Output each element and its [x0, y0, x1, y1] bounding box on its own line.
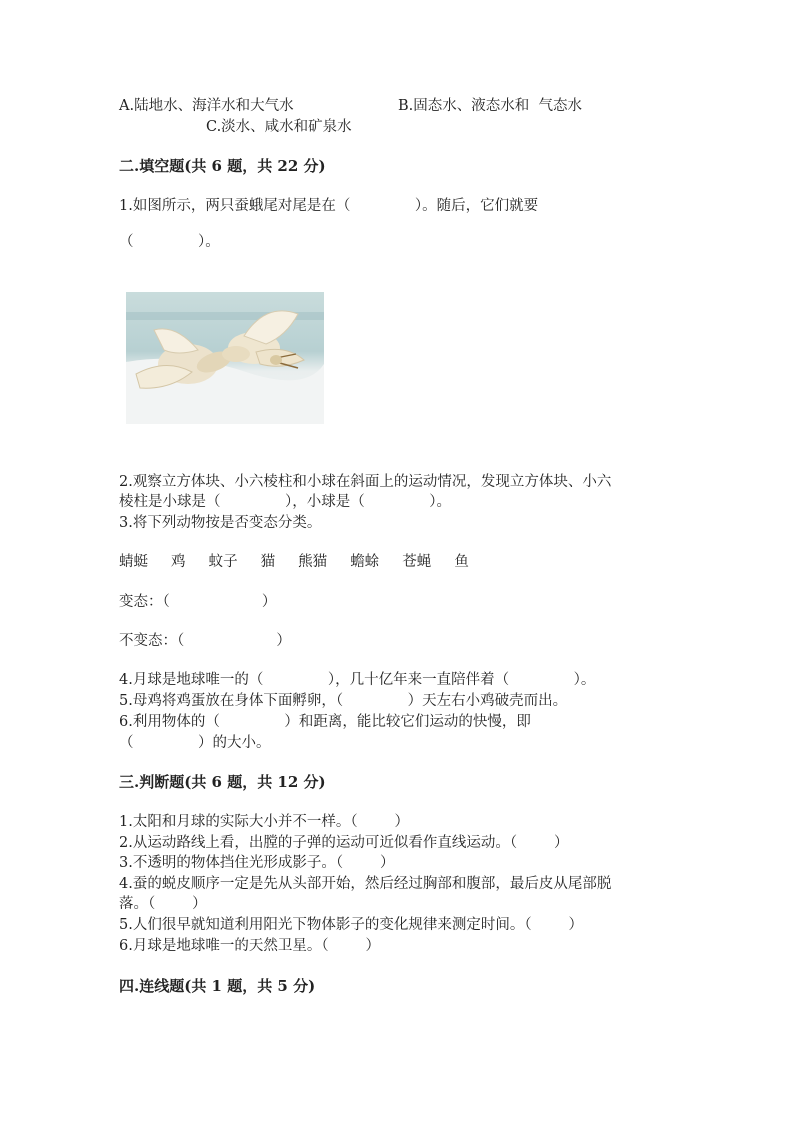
judgment-item: 3.不透明的物体挡住光形成影子。（ ）	[119, 855, 395, 871]
section-2-heading: 二.填空题(共 6 题，共 22 分)	[119, 157, 326, 175]
section-4-heading: 四.连线题(共 1 题，共 5 分)	[119, 977, 316, 995]
choice-c: C.淡水、咸水和矿泉水	[206, 119, 352, 135]
choice-a: A.陆地水、海洋水和大气水	[119, 98, 294, 114]
judgment-item: 6.月球是地球唯一的天然卫星。（ ）	[119, 938, 380, 954]
question-2-2-line1: 2.观察立方体块、小六棱柱和小球在斜面上的运动情况，发现立方体块、小六	[119, 474, 612, 490]
metamorphosis-row: 变态：（ ）	[119, 594, 277, 610]
question-2-3: 3.将下列动物按是否变态分类。	[119, 515, 322, 531]
question-2-1-line2: （ ）。	[119, 234, 220, 250]
question-2-6-line1: 6.利用物体的（ ）和距离，能比较它们运动的快慢，即	[119, 714, 531, 730]
judgment-item: 4.蚕的蜕皮顺序一定是先从头部开始，然后经过胸部和腹部，最后皮从尾部脱	[119, 876, 612, 892]
judgment-item-continued: 落。（ ）	[119, 896, 207, 912]
no-metamorphosis-row: 不变态：（ ）	[119, 633, 291, 649]
question-2-6-line2: （ ）的大小。	[119, 735, 271, 751]
question-2-4: 4.月球是地球唯一的（ ），几十亿年来一直陪伴着（ ）。	[119, 672, 596, 688]
judgment-item: 5.人们很早就知道利用阳光下物体影子的变化规律来测定时间。（ ）	[119, 917, 583, 933]
silkworm-moth-photo	[126, 292, 324, 424]
choice-b: B.固态水、液态水和 气态水	[398, 98, 582, 114]
question-2-2-line2: 棱柱是小球是（ ），小球是（ ）。	[119, 494, 452, 510]
judgment-item: 2.从运动路线上看，出膛的子弹的运动可近似看作直线运动。（ ）	[119, 835, 569, 851]
question-2-1-line1: 1.如图所示，两只蚕蛾尾对尾是在（ ）。随后，它们就要	[119, 198, 539, 214]
section-3-heading: 三.判断题(共 6 题，共 12 分)	[119, 773, 326, 791]
animal-list: 蜻蜓 鸡 蚊子 猫 熊猫 蟾蜍 苍蝇 鱼	[119, 554, 469, 570]
question-2-5: 5.母鸡将鸡蛋放在身体下面孵卵，（ ）天左右小鸡破壳而出。	[119, 693, 568, 709]
judgment-item: 1.太阳和月球的实际大小并不一样。（ ）	[119, 814, 409, 830]
